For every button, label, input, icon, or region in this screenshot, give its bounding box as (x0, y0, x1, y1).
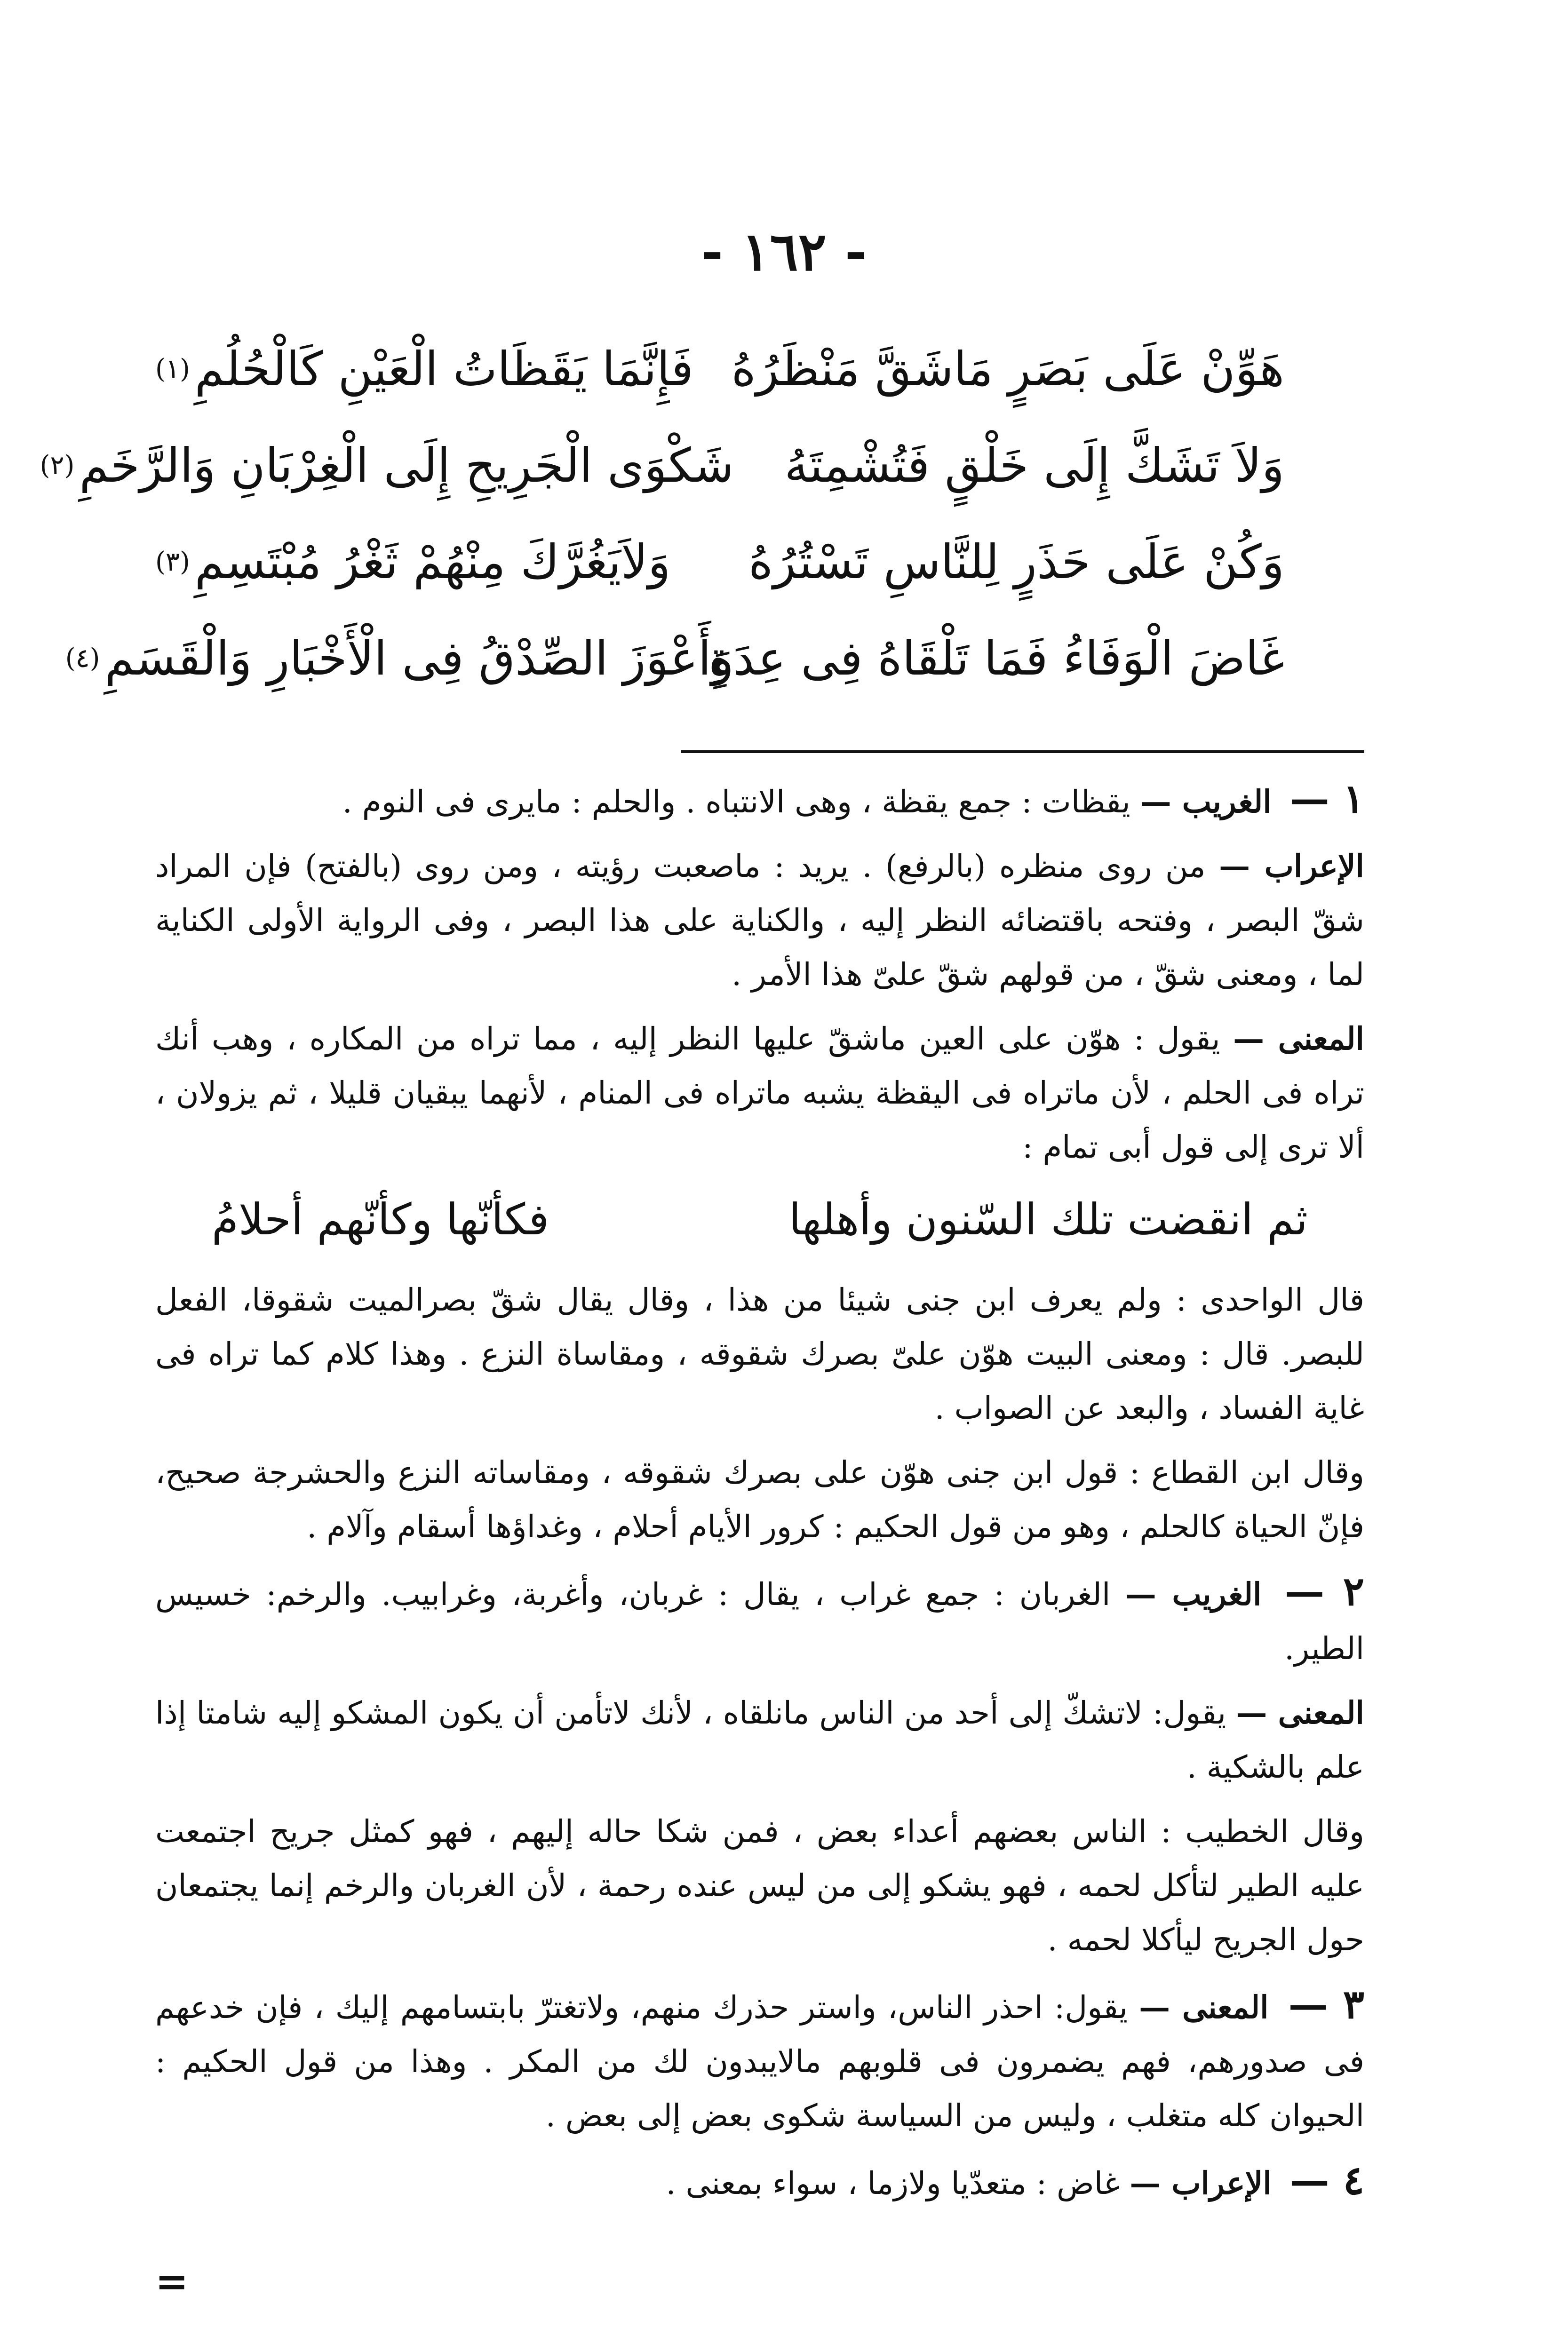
verse-4-second-text: وَأَعْوَزَ الصِّدْقُ فِى الْأَخْبَارِ وَالْقَسَمِ (104, 631, 734, 686)
note-1-irab (155, 839, 1364, 1001)
footnote-ref-3: (٣) (155, 547, 190, 577)
note-1-gharib-text: يقظات : جمع يقظة ، وهى الانتباه . والحلم : مايرى فى النوم . (342, 784, 1130, 820)
continuation-mark: = (155, 2258, 189, 2304)
note-1-maana (155, 1012, 1364, 1174)
footnote-ref-2: (٢) (40, 450, 75, 481)
note-1-wahidi: قال الواحدى : ولم يعرف ابن جنى شيئا من هذا ، وقال يقال شقّ بصرالميت شقوقا، الفعل للبصر. قال : ومعنى البيت هوّن علىّ بصرك شقوقه ، ومقاساة النزع . وهذا كلام كما تراه فى غاية الفساد ، والبعد عن الصواب . (155, 1282, 1364, 1426)
verse-4-first-hemistich: غَاضَ الْوَفَاءُ فَمَا تَلْقَاهُ فِى عِدَةٍ (708, 631, 1284, 686)
note-4-irab (155, 2153, 1364, 2210)
note-1-gharib-label: الغريب — (1140, 783, 1272, 820)
verse-3-first-hemistich: وَكُنْ عَلَى حَذَرٍ لِلنَّاسِ تَسْتُرُهُ (748, 534, 1284, 589)
verse-1-first-hemistich: هَوِّنْ عَلَى بَصَرٍ مَاشَقَّ مَنْظَرُهُ (731, 342, 1284, 397)
verse-1 (155, 329, 1284, 426)
note-2-maana (155, 1686, 1364, 1794)
note-3-number: ٣ — (1288, 1981, 1364, 2027)
page-number: - ١٦٢ - (701, 221, 867, 283)
note-3-maana (155, 1977, 1364, 2143)
note-1-maana-text: يقول : هوّن على العين ماشقّ عليها النظر إليه ، مما تراه من المكاره ، وهب أنك تراه فى الحلم ، لأن ماتراه فى اليقظة يشبه ماتراه فى المنام ، لأنهما يبقيان قليلا ، ثم يزولان ، ألا ترى إلى قول أبى تمام : (155, 1021, 1364, 1165)
note-3-maana-text: يقول: احذر الناس، واستر حذرك منهم، ولاتغترّ بابتسامهم إليك ، فإن خدعهم فى صدورهم، فهم يضمرون فى قلوبهم مالايبدون لك من المكر . وهذا من قول الحكيم : الحيوان كله متغلب ، وليس من السياسة شكوى بعض إلى بعض . (155, 1989, 1364, 2134)
verse-3 (155, 522, 1284, 619)
verse-3-second-text: وَلاَيَغُرَّكَ مِنْهُمْ ثَغْرُ مُبْتَسِمِ (194, 534, 671, 589)
note-3-maana-label: المعنى — (1139, 1989, 1269, 2026)
note-2-maana-label: المعنى — (1236, 1694, 1364, 1731)
note-2-khatib: وقال الخطيب : الناس بعضهم أعداء بعض ، فمن شكا حاله إليهم ، فهو كمثل جريح اجتمعت عليه الطير لتأكل لحمه ، فهو يشكو إلى من ليس عنده رحمة ، لأن الغربان والرخم إنما يجتمعان حول الجريح ليأكلا لحمه . (155, 1813, 1364, 1958)
poem (40, 329, 1284, 715)
note-2-gharib-text: الغربان : جمع غراب ، يقال : غربان، وأغربة، وغرابيب. والرخم: خسيس الطير. (155, 1576, 1364, 1667)
note-2-gharib-label: الغريب — (1125, 1576, 1262, 1613)
verse-2-second-text: شَكْوَى الْجَرِيحِ إِلَى الْغِرْبَانِ وَالرَّخَمِ (79, 438, 734, 493)
verse-2 (40, 426, 1284, 522)
note-4-irab-label: الإعراب — (1130, 2165, 1272, 2201)
note-2-number: ٢ — (1285, 1568, 1365, 1614)
footnote-ref-4: (٤) (65, 643, 100, 674)
verse-2-first-hemistich: وَلاَ تَشَكَّ إِلَى خَلْقٍ فَتُشْمِتَهُ (784, 438, 1284, 493)
abu-tammam-quote (155, 1184, 1364, 1264)
note-1-irab-label: الإعراب — (1219, 848, 1364, 884)
verse-3-second-hemistich (155, 522, 734, 602)
verse-1-second-text: فَإِنَّمَا يَقَظَاتُ الْعَيْنِ كَالْحُلُمِ (194, 342, 694, 397)
note-1-irab-text: من روى منظره (بالرفع) . يريد : ماصعبت رؤيته ، ومن روى (بالفتح) فإن المراد شقّ البصر ، وفتحه باقتضائه النظر إليه ، والكناية على هذا البصر ، وفى الرواية الأولى الكناية لما ، ومعنى شقّ ، من قولهم شقّ علىّ هذا الأمر . (155, 848, 1364, 993)
note-4-irab-text: غاض : متعدّيا ولازما ، سواء بمعنى . (666, 2165, 1120, 2201)
quote-second-hemistich: فكأنّها وكأنّهم أحلامُ (212, 1194, 549, 1245)
footnotes (155, 771, 1364, 2221)
note-2-maana-text: يقول: لاتشكّ إلى أحد من الناس مانلقاه ، لأنك لاتأمن أن يكون المشكو إليه شامتا إذا علم بالشكية . (155, 1695, 1364, 1785)
verse-2-second-hemistich (40, 426, 734, 506)
verse-4-second-hemistich (65, 619, 734, 699)
note-2-gharib (155, 1564, 1364, 1676)
note-1-qattaa: وقال ابن القطاع : قول ابن جنى هوّن على بصرك شقوقه ، ومقاساته النزع والحشرجة صحيح، فإنّ الحياة كالحلم ، وهو من قول الحكيم : كرور الأيام أحلام ، وغداؤها أسقام وآلام . (155, 1454, 1364, 1545)
note-1-number: ١ — (1289, 775, 1364, 822)
footnote-divider (681, 750, 1364, 753)
note-1-maana-label: المعنى — (1233, 1020, 1365, 1057)
note-4-number: ٤ — (1289, 2157, 1364, 2203)
quote-first-hemistich: ثم انقضت تلك السّنون وأهلها (788, 1194, 1308, 1245)
verse-4 (65, 619, 1284, 715)
verse-1-second-hemistich (155, 329, 734, 409)
note-1-gharib (155, 771, 1364, 829)
footnote-ref-1: (١) (155, 354, 190, 384)
